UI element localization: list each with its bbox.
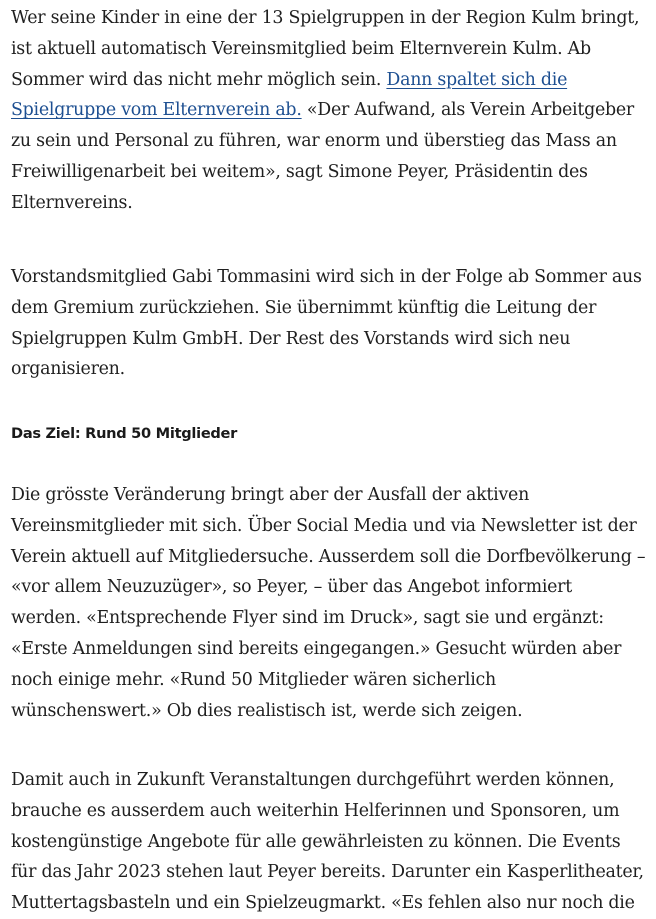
paragraph-events: Damit auch in Zukunft Veranstaltungen durchgeführt werden können, brauche es ausserdem auch weiterhin Helferinnen und Sponsoren, um kostengünstige Angebote für alle gewährleisten zu können. Die Events für das Jahr 2023 stehen laut Peyer bereits. Darunter ein Kasperlitheater, Muttertagsbasteln und ein Spielzeugmarkt. «Es fehlen also nur noch die xyxy=(11,770,644,914)
paragraph-member-search: Die grösste Veränderung bringt aber der Ausfall der aktiven Vereinsmitglieder mit sich. Über Social Media und via Newsletter ist der Verein aktuell auf Mitgliedersuche. Ausserdem soll die Dorfbevölkerung – «vor allem Neuzuzüger», so Peyer, – über das Angebot informiert werden. «Entsprechende Flyer sind im Druck», sagt sie und ergänzt: «Erste Anmeldungen sind bereits eingegangen.» Gesucht würden aber noch einige mehr. «Rund 50 Mitglieder wären sicherlich wünschenswert.» Ob dies realistisch ist, werde sich zeigen. xyxy=(11,485,646,721)
section-subheading: Das Ziel: Rund 50 Mitglieder xyxy=(11,425,238,442)
paragraph-intro-text-start: Wer seine Kinder in eine der 13 Spielgruppen in der Region Kulm bringt, ist aktuell automatisch Vereinsmitglied beim Elternverein Kulm. Ab Sommer wird das nicht mehr möglich sein. xyxy=(11,8,640,90)
spielgruppe-split-link[interactable]: Dann spaltet sich die Spielgruppe vom Elternverein ab. xyxy=(11,69,568,121)
paragraph-intro-text-end: «Der Aufwand, als Verein Arbeitgeber zu sein und Personal zu führen, war enorm und überstieg das Mass an Freiwilligenarbeit bei weitem», sagt Simone Peyer, Präsidentin des Elternvereins. xyxy=(11,100,634,213)
paragraph-intro xyxy=(11,3,647,219)
paragraph-board-change: Vorstandsmitglied Gabi Tommasini wird sich in der Folge ab Sommer aus dem Gremium zurückziehen. Sie übernimmt künftig die Leitung der Spielgruppen Kulm GmbH. Der Rest des Vorstands wird sich neu organisieren. xyxy=(11,267,642,380)
